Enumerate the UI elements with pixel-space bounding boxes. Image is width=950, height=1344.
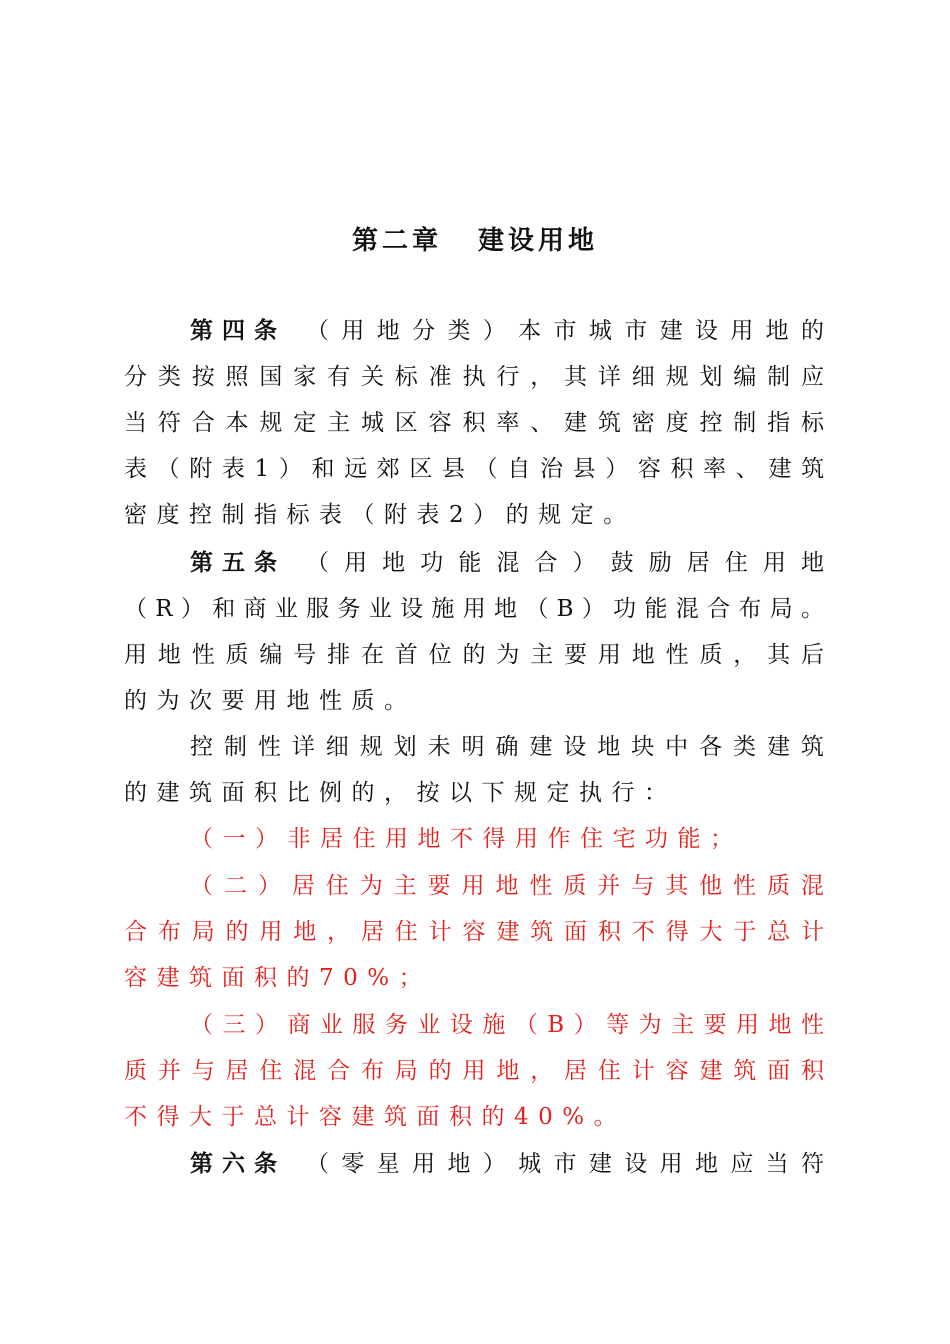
item-2-line — [190, 863, 835, 909]
paragraph-text: （R）和商业服务业设施用地（B）功能混合布局。 — [124, 596, 833, 622]
paragraph-text: 表（附表1）和远郊区县（自治县）容积率、建筑 — [124, 456, 834, 482]
paragraph-text: 的为次要用地性质。 — [124, 688, 417, 714]
paragraph-line — [124, 354, 835, 400]
paragraph-line — [124, 632, 835, 678]
paragraph-line — [124, 770, 824, 816]
item-3-line — [190, 1002, 834, 1048]
item-text: （三）商业服务业设施（B）等为主要用地性 — [190, 1012, 834, 1038]
item-text: （一）非居住用地不得用作住宅功能； — [190, 826, 743, 852]
item-text: （二）居住为主要用地性质并与其他性质混 — [190, 873, 835, 899]
paragraph-line — [124, 492, 824, 538]
article-6-heading-text: （零星用地）城市建设用地应当符 — [306, 1151, 837, 1177]
article-5-line-1 — [190, 540, 840, 586]
paragraph-text: 用地性质编号排在首位的为主要用地性质，其后 — [124, 642, 835, 668]
paragraph-text: 当符合本规定主城区容积率、建筑密度控制指标 — [124, 410, 835, 436]
paragraph-line — [124, 446, 834, 492]
chapter-name: 建设用地 — [478, 226, 599, 256]
article-5-label: 第五条 — [190, 550, 286, 576]
paragraph-line — [190, 724, 835, 770]
article-5-heading-text: （用地功能混合）鼓励居住用地 — [306, 550, 840, 576]
paragraph-text: 的建筑面积比例的，按以下规定执行： — [124, 780, 677, 806]
article-4-line-1 — [190, 308, 837, 354]
item-text: 容建筑面积的70%； — [124, 965, 432, 991]
paragraph-line — [124, 678, 824, 724]
item-1-line — [190, 816, 824, 862]
item-3-line — [124, 1094, 824, 1140]
item-3-line — [124, 1048, 835, 1094]
item-2-line — [124, 909, 835, 955]
paragraph-text: 分类按照国家有关标准执行，其详细规划编制应 — [124, 364, 835, 390]
item-text: 质并与居住混合布局的用地，居住计容建筑面积 — [124, 1058, 835, 1084]
article-6-label: 第六条 — [190, 1151, 286, 1177]
item-text: 合布局的用地，居住计容建筑面积不得大于总计 — [124, 919, 835, 945]
article-4-label: 第四条 — [190, 318, 286, 344]
article-6-line-1 — [190, 1141, 837, 1187]
paragraph-text: 控制性详细规划未明确建设地块中各类建筑 — [190, 734, 835, 760]
paragraph-text: 密度控制指标表（附表2）的规定。 — [124, 502, 636, 528]
paragraph-line — [124, 586, 833, 632]
paragraph-line — [124, 400, 835, 446]
article-4-heading-text: （用地分类）本市城市建设用地的 — [306, 318, 837, 344]
chapter-title — [0, 222, 950, 260]
item-text: 不得大于总计容建筑面积的40%。 — [124, 1104, 627, 1130]
item-2-line — [124, 955, 824, 1001]
chapter-number: 第二章 — [351, 226, 442, 256]
